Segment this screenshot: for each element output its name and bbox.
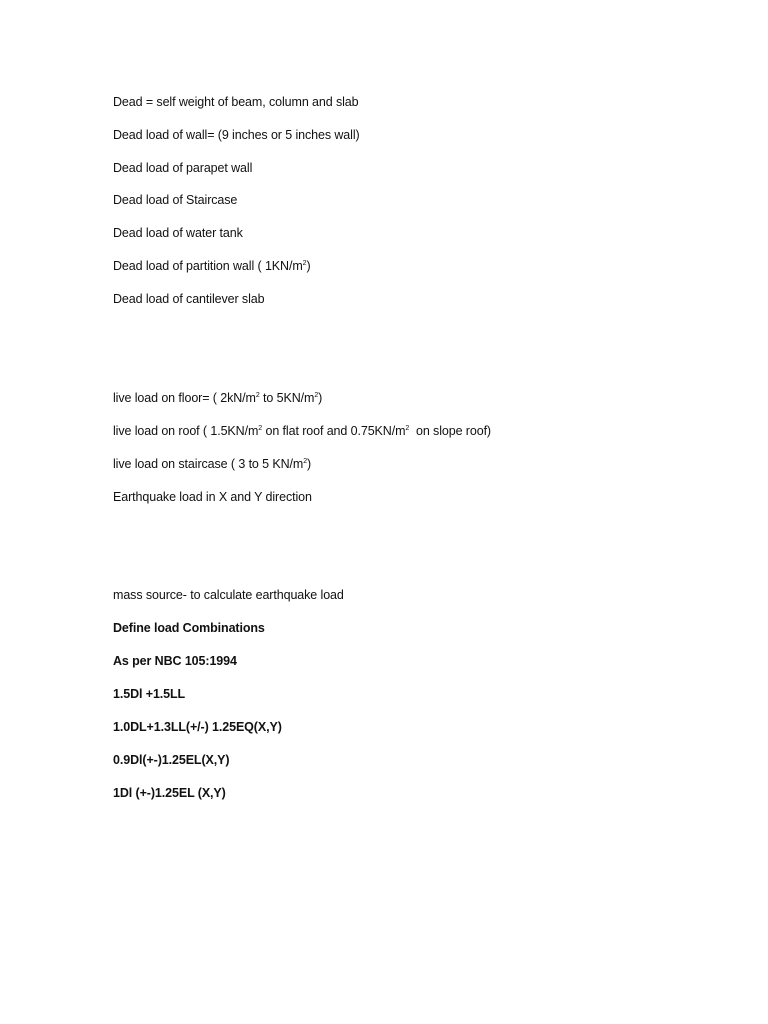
load-combo-1: 1.5Dl +1.5LL	[113, 687, 186, 701]
define-load-combinations: Define load Combinations	[113, 621, 265, 635]
live-roof-text-a: live load on roof ( 1.5KN/m	[113, 424, 259, 438]
live-floor-text-c: )	[318, 391, 323, 405]
live-load-roof	[113, 423, 491, 439]
live-floor-sup-1: 2	[255, 391, 260, 399]
partition-wall-close: )	[306, 259, 311, 273]
load-combo-4: 1Dl (+-)1.25EL (X,Y)	[113, 786, 226, 800]
live-floor-text-b: to 5KN/m	[259, 391, 315, 405]
live-load-floor	[113, 390, 322, 406]
earthquake-load: Earthquake load in X and Y direction	[113, 490, 312, 504]
code-reference: As per NBC 105:1994	[113, 654, 237, 668]
live-floor-text-a: live load on floor= ( 2kN/m	[113, 391, 256, 405]
dead-load-parapet-wall: Dead load of parapet wall	[113, 161, 253, 175]
dead-load-self-weight: Dead = self weight of beam, column and slab	[113, 95, 359, 109]
live-floor-sup-2: 2	[314, 391, 319, 399]
live-roof-text-b: on flat roof and 0.75KN/m	[262, 424, 406, 438]
partition-wall-text: Dead load of partition wall ( 1KN/m	[113, 259, 303, 273]
dead-load-wall: Dead load of wall= (9 inches or 5 inches wall)	[113, 128, 360, 142]
dead-load-cantilever-slab: Dead load of cantilever slab	[113, 292, 265, 306]
live-stair-text-b: )	[307, 457, 312, 471]
mass-source: mass source- to calculate earthquake load	[113, 588, 344, 602]
load-combo-2: 1.0DL+1.3LL(+/-) 1.25EQ(X,Y)	[113, 720, 282, 734]
live-stair-sup: 2	[303, 457, 308, 465]
live-stair-text-a: live load on staircase ( 3 to 5 KN/m	[113, 457, 304, 471]
live-roof-text-c: on slope roof)	[409, 424, 491, 438]
live-roof-sup-1: 2	[258, 424, 263, 432]
load-combo-3: 0.9Dl(+-)1.25EL(X,Y)	[113, 753, 230, 767]
live-roof-sup-2: 2	[405, 424, 410, 432]
dead-load-staircase: Dead load of Staircase	[113, 193, 238, 207]
dead-load-water-tank: Dead load of water tank	[113, 226, 243, 240]
dead-load-partition-wall	[113, 258, 311, 274]
partition-wall-superscript: 2	[302, 259, 307, 267]
live-load-staircase	[113, 456, 311, 472]
